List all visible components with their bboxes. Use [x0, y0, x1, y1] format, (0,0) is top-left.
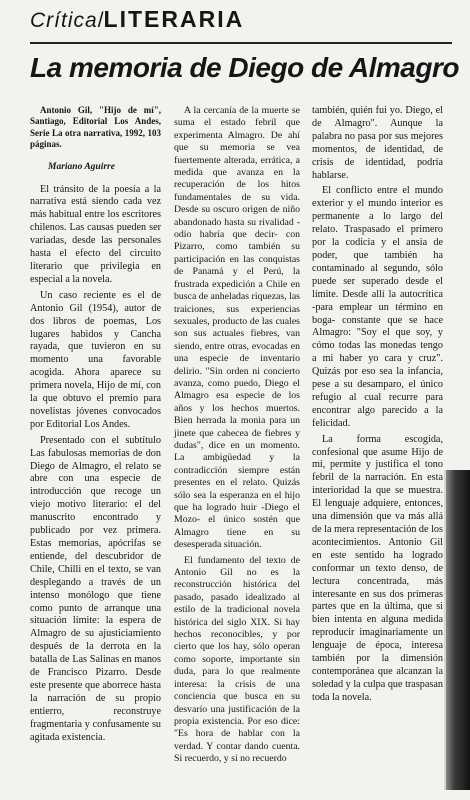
paragraph: Un caso reciente es el de Antonio Gil (1954), autor de dos libros de poemas, Los lugares habidos y Cancha rayada, que tuvieron en su momento una favorable acogida. Ahora aparece su primera novela, Hijo de mí, con la que obtuvo el premio para novelistas jóvenes convocados por Editorial Los Andes. — [30, 289, 161, 430]
article-title: La memoria de Diego de Almagro — [30, 52, 459, 83]
section-separator: / — [97, 9, 104, 32]
paragraph: La forma escogida, confesional que asume Hijo de mí, permite y justifica el tono febril de la narración. En esta interioridad la que se muestra. El lenguaje adquiere, entonces, una dimensión que va más allá de la mera representación de los acontecimientos. Antonio Gil en este sentido ha logrado conformar un texto denso, de lectura concentrada, más interesante en sus dos primeras partes que en la última, que si bien intenta en alguna medida reproducir imaginariamente un lenguaje de época, interesa también por la dimensión contemporánea que alcanzan la soledad y la culpa que traspasan toda la novela. — [312, 433, 443, 703]
section-name: Crítica — [30, 9, 98, 32]
paragraph: El tránsito de la poesía a la narrativa está siendo cada vez más habitual entre los escritores chilenos. Las causas pueden ser variadas, desde las personales hasta el efecto del circuito literario que privilegia en especial a la novela. — [30, 183, 161, 285]
paragraph: A la cercanía de la muerte se suma el estado febril que experimenta Almagro. De ahí que su memoria se vea fuertemente alterada, errática, a medida que avanza en la recuperación de los hitos fundamentales de su vida. Desde su oscuro origen de niño abandonado hasta su rivalidad -odio habría que decir- con Pizarro, como también su participación en las conquistas de Panamá y el Perú, la frustrada expedición a Chile en busca de anheladas riquezas, las traiciones, sus experiencias sexuales, producto de las cuales son sus actuales fiebres, van siendo, entre otras, evocadas en una especie de inventario delirio. "Sin orden ni concierto avanza, como puedo, Diego el Almagro esa especie de los años y los hechos muertos. Bien herrada la monia para un jinete que cabecea de fiebres y dudas", dice en un momento. La ambigüedad y la contradicción siempre están presentes en el relato. Quizás sólo sea la esperanza en el hijo que ha logrado huir -Diego el Mozo- el único sostén que Almagro tiene en su desesperada situación. — [174, 105, 300, 551]
header-rule — [30, 42, 452, 44]
paragraph: El conflicto entre el mundo exterior y el mundo interior es permanente a lo largo del relato. Traspasado el primero por la codicia y el ansia de poder, que también ha contaminado al segundo, sólo puede ser superado desde el límite. Desde allí la autocrítica -para emplear un término en boga- constante que se hace Almagro: "Soy el que soy, y cómo todas las monedas tengo a mi haber yo cara y cruz". Quizás por eso sea la infancia, pese a su desamparo, el único refugio al cual recurre para encontrar algo parecido a la felicidad. — [312, 185, 443, 429]
column-3 — [312, 105, 443, 708]
book-reference: Antonio Gil, "Hijo de mí", Santiago, Editorial Los Andes, Serie La otra narrativa, 1992, 103 páginas. — [30, 105, 161, 150]
author-byline: Mariano Aguirre — [48, 161, 115, 172]
column-1 — [30, 105, 161, 748]
section-header — [30, 6, 452, 42]
paragraph: El fundamento del texto de Antonio Gil no es la reconstrucción histórica del pasado, pasado idealizado al estilo de la tradicional novela histórica del siglo XIX. Si hay hechos reconocibles, y por cierto que los hay, sólo operan como soporte, importante sin duda, para lo que realmente interesa: la crisis de una conciencia que busca en su desvarío una justificación de la propia existencia. Por eso dice: "Es hora de hablar con la verdad. Y contar dando cuenta. Si recuerdo, y si no recuerdo — [174, 554, 300, 765]
author-photo — [446, 470, 470, 790]
paragraph: también, quién fui yo. Diego, el de Almagro". Aunque la palabra no pasa por sus mejores momentos, de identidad, de crisis de identidad, podría hablarse. — [312, 105, 443, 181]
paragraph: Presentado con el subtítulo Las fabulosas memorias de don Diego de Almagro, el relato se abre con una especie de introducción que recoge un viejo motivo literario: el del manuscrito encontrado y publicado por vez primera. Estas memorias, apócrifas se entiende, del descubridor de Chile, Chilli en el texto, se van desplegando a través de un intenso monólogo que tiene como punto de arranque una situación límite: la espera de Almagro de su ajusticiamiento después de la derrota en la batalla de Las Salinas en manos de Francisco Pizarro. Desde este presente que aborrece hasta la narración de su propio entierro, reconstruye fragmentaria y confusamente su agitada existencia. — [30, 434, 161, 743]
column-2 — [174, 105, 300, 769]
section-subname: LITERARIA — [103, 6, 245, 32]
